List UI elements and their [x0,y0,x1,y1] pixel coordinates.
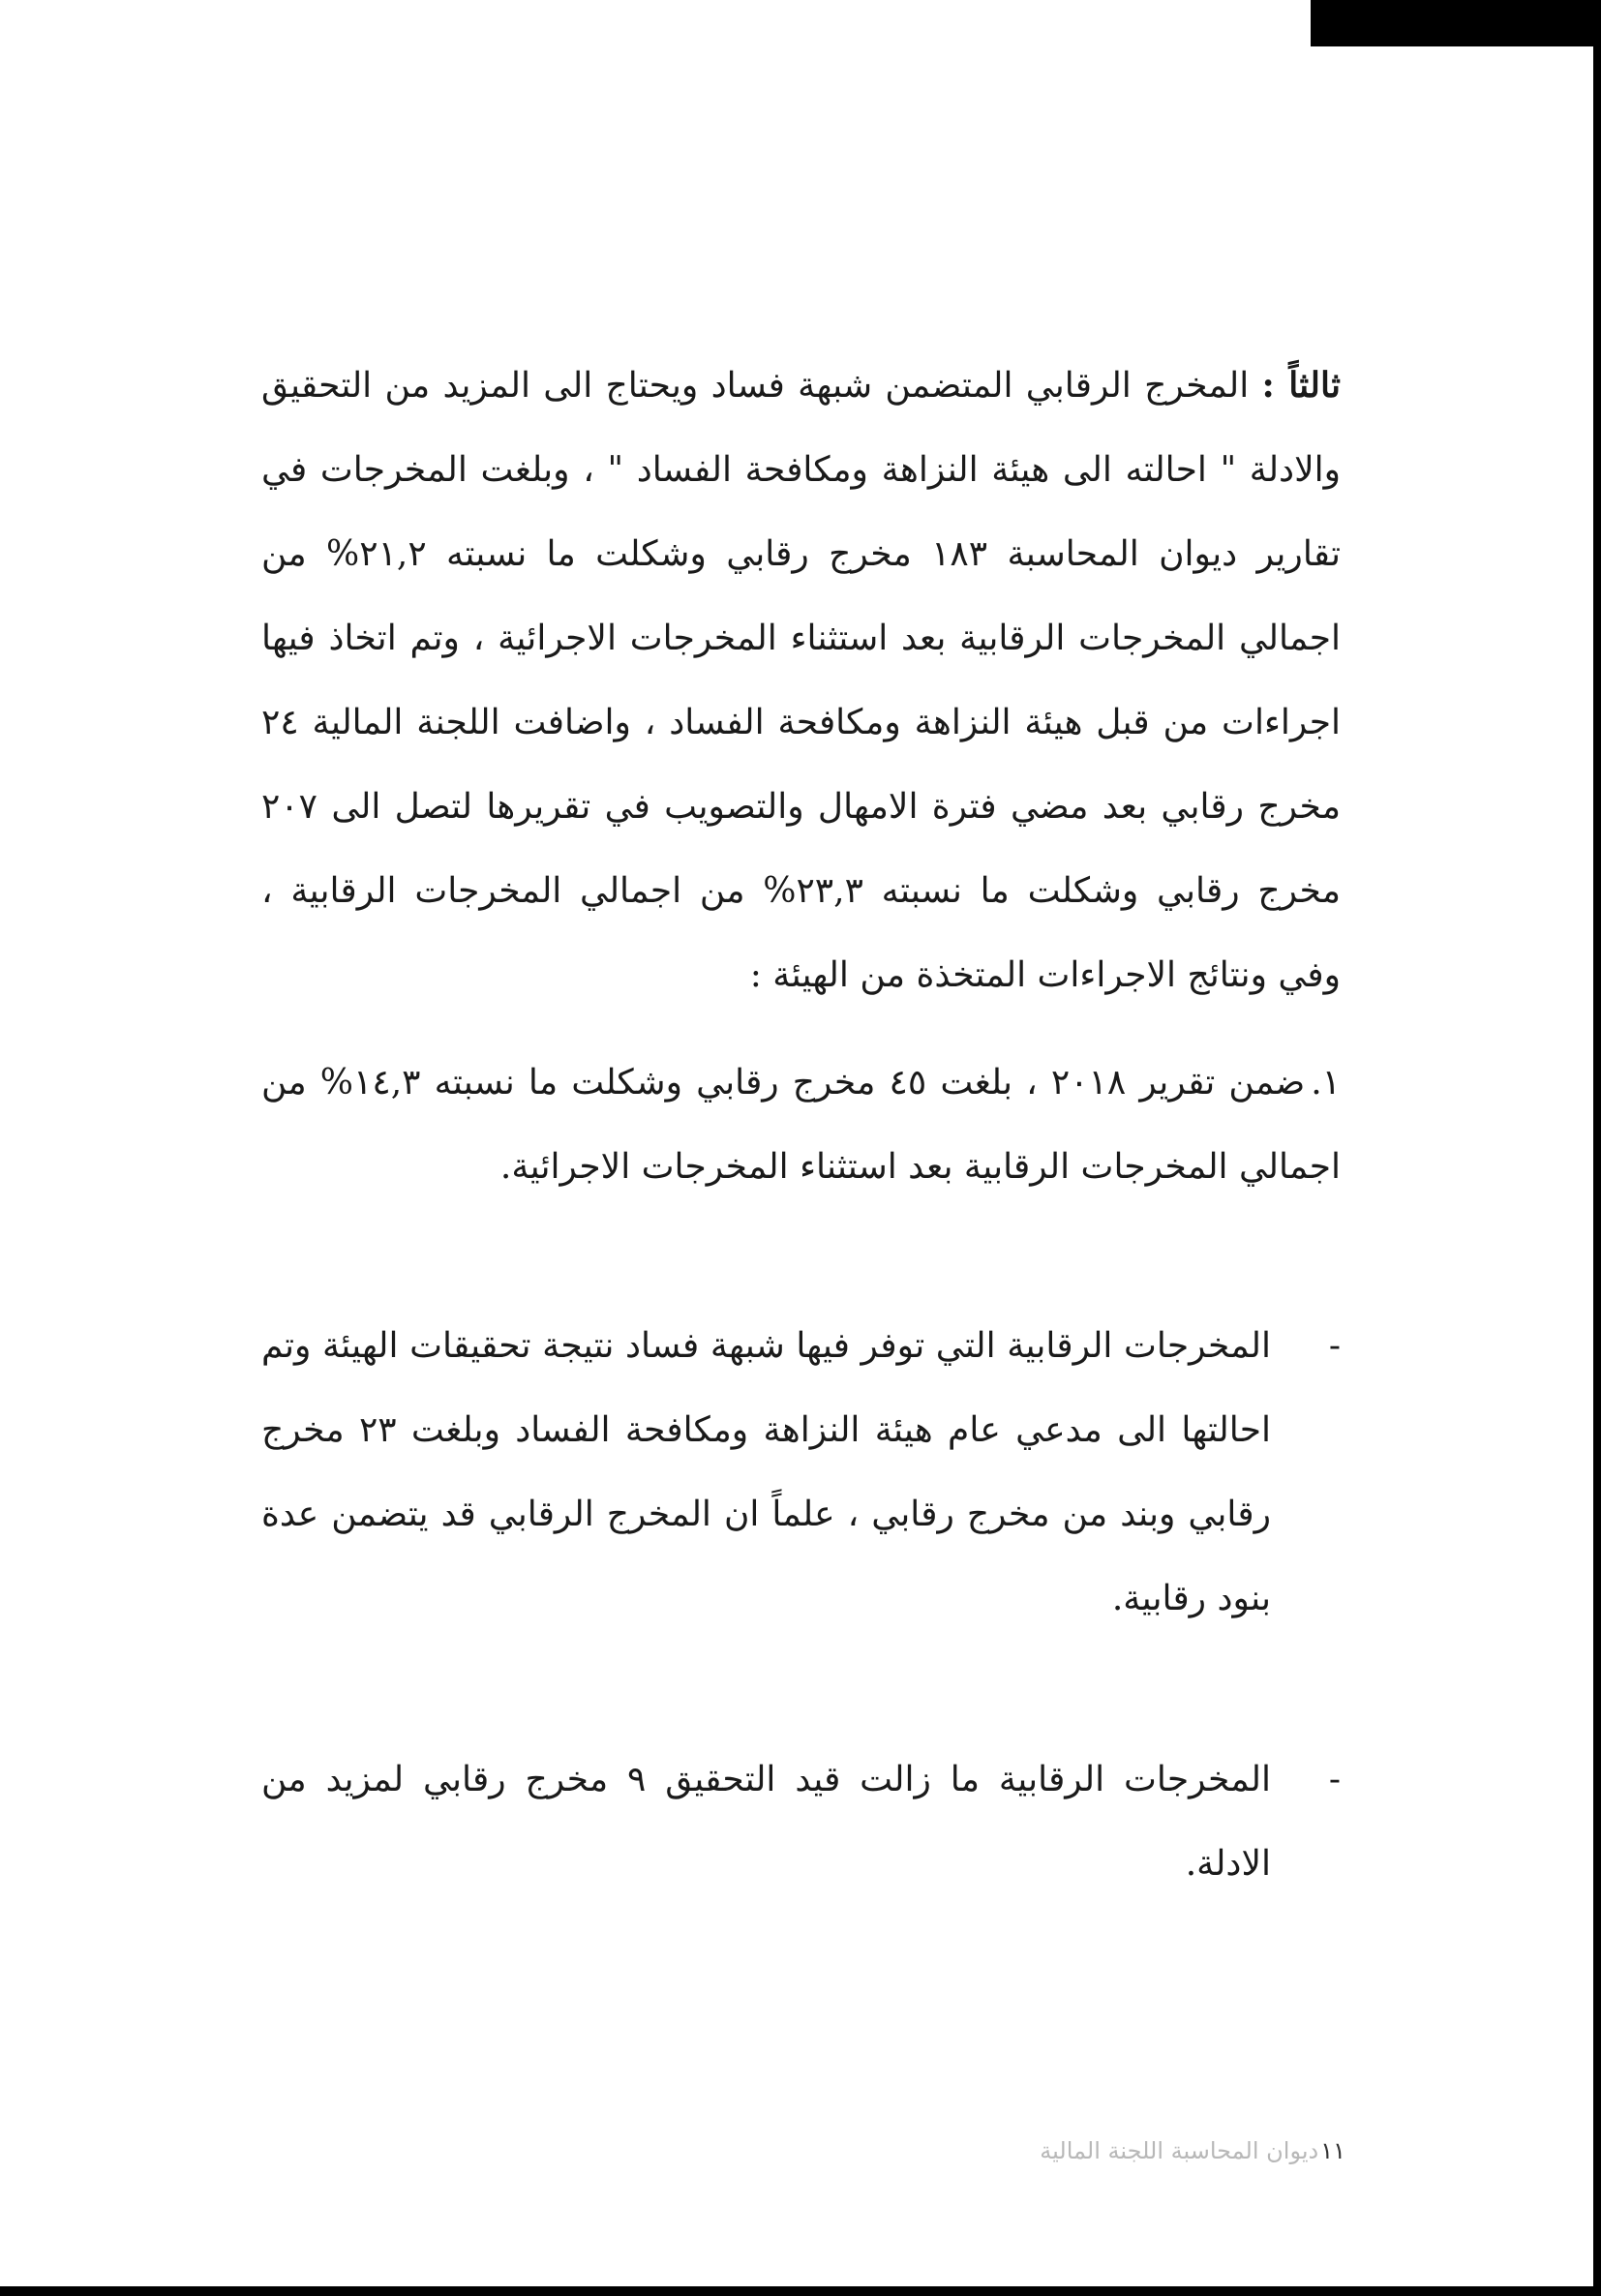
bullet-dash: - [1328,1326,1341,1366]
bullet-item-text: المخرجات الرقابية التي توفر فيها شبهة فساد نتيجة تحقيقات الهيئة وتم احالتها الى مدعي عام هيئة النزاهة ومكافحة الفساد وبلغت ٢٣ مخرج رقابي وبند من مخرج رقابي ، علماً ان المخرج الرقابي قد يتضمن عدة بنود رقابية. [261,1326,1271,1618]
footer-text: ديوان المحاسبة اللجنة المالية [1040,2137,1319,2164]
section-intro-text: المخرج الرقابي المتضمن شبهة فساد ويحتاج الى المزيد من التحقيق والادلة " احالته الى هيئة النزاهة ومكافحة الفساد " ، وبلغت المخرجات في تقارير ديوان المحاسبة ١٨٣ مخرج رقابي وشكلت ما نسبته ٢١,٢% من اجمالي المخرجات الرقابية بعد استثناء المخرجات الاجرائية ، وتم اتخاذ فيها اجراءات من قبل هيئة النزاهة ومكافحة الفساد ، واضافت اللجنة المالية ٢٤ مخرج رقابي بعد مضي فترة الامهال والتصويب في تقريرها لتصل الى ٢٠٧ مخرج رقابي وشكلت ما نسبته ٢٣,٣% من اجمالي المخرجات الرقابية ، وفي ونتائج الاجراءات المتخذة من الهيئة : [261,366,1342,995]
numbered-item-text: ضمن تقرير ٢٠١٨ ، بلغت ٤٥ مخرج رقابي وشكلت ما نسبته ١٤,٣% من اجمالي المخرجات الرقابية بعد استثناء المخرجات الاجرائية. [261,1063,1341,1187]
bullet-item [261,1304,1341,1641]
page-number: ١١ [1320,2137,1345,2164]
document-body [261,344,1341,1906]
section-heading-label: ثالثاً : [1261,365,1341,406]
scan-border-top [1311,0,1601,46]
bullet-item-text: المخرجات الرقابية ما زالت قيد التحقيق ٩ مخرج رقابي لمزيد من الادلة. [261,1760,1272,1884]
scan-border-right [1593,0,1601,2296]
numbered-item [261,1041,1341,1209]
section-paragraph [261,344,1341,1017]
bullet-item [261,1737,1341,1906]
page-footer [784,2137,1345,2164]
bullet-dash: - [1328,1760,1341,1799]
scan-border-bottom [0,2286,1601,2296]
numbered-item-number: ١. [1311,1063,1342,1103]
